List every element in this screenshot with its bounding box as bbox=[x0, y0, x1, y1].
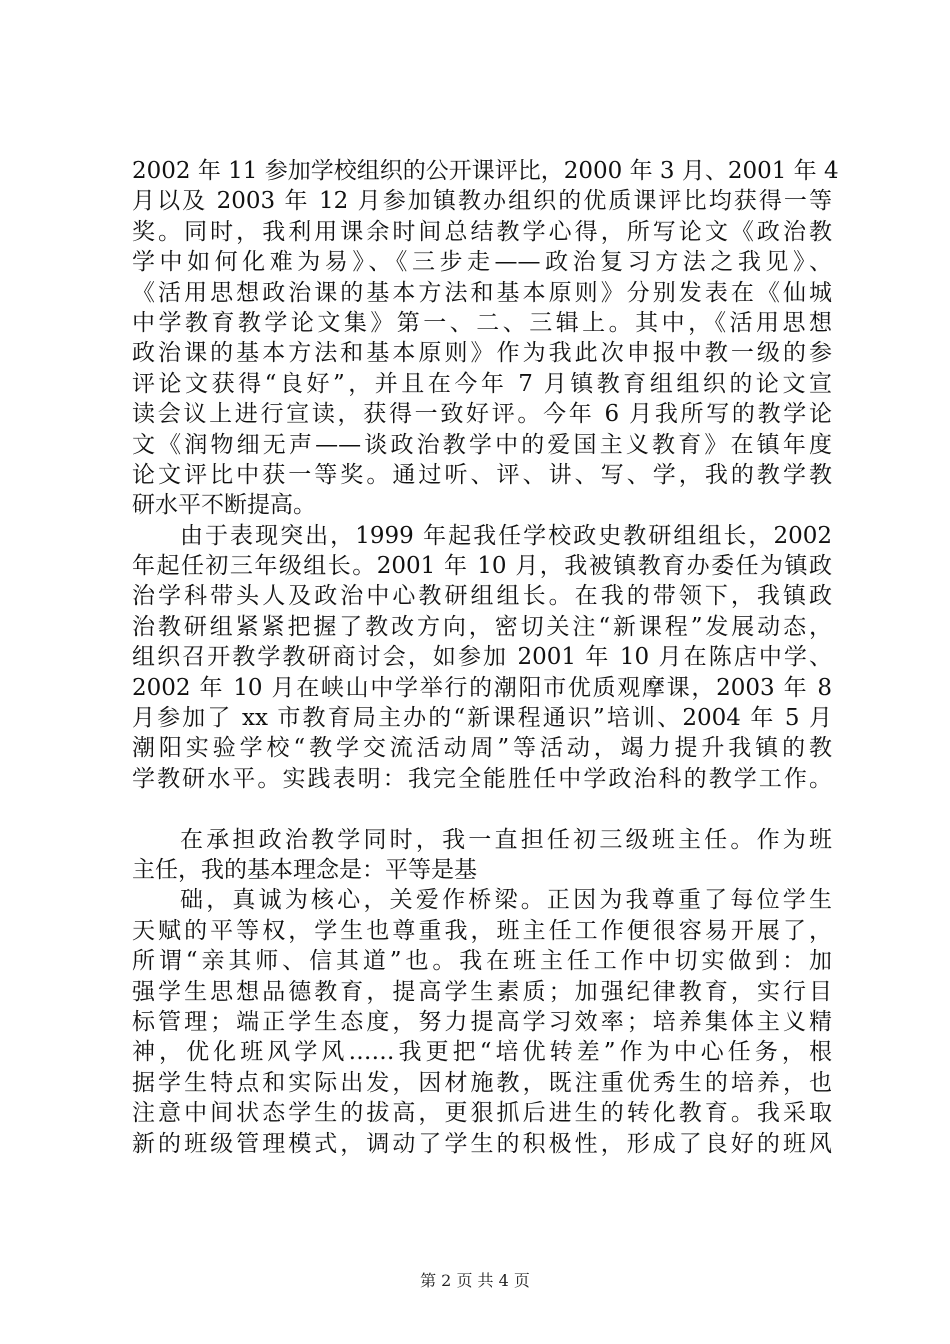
paragraph-2-line-1: 由于表现突出，1999 年起我任学校政史教研组组长，2002 bbox=[180, 522, 832, 549]
paragraph-1-line-7: 政治课的基本方法和基本原则》作为我此次申报中教一级的参 bbox=[132, 340, 832, 367]
paragraph-4-line-1: 础，真诚为核心，关爱作桥梁。正因为我尊重了每位学生 bbox=[180, 887, 832, 914]
page-number-footer: 第 2 页 共 4 页 bbox=[420, 1271, 530, 1290]
paragraph-2-line-7: 月参加了 xx 市教育局主办的“新课程通识”培训、2004 年 5 月 bbox=[132, 705, 832, 732]
paragraph-4-line-2: 天赋的平等权，学生也尊重我，班主任工作便很容易开展了， bbox=[132, 917, 832, 944]
paragraph-2-line-2: 年起任初三年级组长。2001 年 10 月，我被镇教育办委任为镇政 bbox=[132, 553, 832, 580]
paragraph-1-line-2: 月以及 2003 年 12 月参加镇教办组织的优质课评比均获得一等 bbox=[132, 188, 832, 215]
paragraph-1-line-8: 评论文获得“良好”，并且在今年 7 月镇教育组组织的论文宣 bbox=[132, 370, 832, 397]
paragraph-1-line-5: 《活用思想政治课的基本方法和基本原则》分别发表在《仙城 bbox=[132, 279, 832, 306]
paragraph-2-line-9: 学教研水平。实践表明：我完全能胜任中学政治科的教学工作。 bbox=[132, 765, 832, 792]
paragraph-4-line-4: 强学生思想品德教育，提高学生素质；加强纪律教育，实行目 bbox=[132, 978, 832, 1005]
paragraph-4-line-5: 标管理；端正学生态度，努力提高学习效率；培养集体主义精 bbox=[132, 1008, 832, 1035]
paragraph-1-line-10: 文《润物细无声——谈政治教学中的爱国主义教育》在镇年度 bbox=[132, 431, 832, 458]
paragraph-1-line-3: 奖。同时，我利用课余时间总结教学心得，所写论文《政治教 bbox=[132, 218, 832, 245]
paragraph-gap bbox=[132, 794, 832, 824]
paragraph-1-line-1: 2002 年 11 参加学校组织的公开课评比，2000 年 3 月、2001 年 4 bbox=[132, 158, 839, 184]
paragraph-4-line-8: 注意中间状态学生的拔高，更狠抓后进生的转化教育。我采取 bbox=[132, 1100, 832, 1127]
paragraph-4-line-9: 新的班级管理模式，调动了学生的积极性，形成了良好的班风 bbox=[132, 1130, 832, 1157]
paragraph-4-line-7: 据学生特点和实际出发，因材施教，既注重优秀生的培养，也 bbox=[132, 1069, 832, 1096]
body-text bbox=[132, 156, 839, 1159]
paragraph-1-line-12: 研水平不断提高。 bbox=[132, 492, 316, 519]
paragraph-2-line-3: 治学科带头人及政治中心教研组组长。在我的带领下，我镇政 bbox=[132, 583, 832, 610]
paragraph-2-line-4: 治教研组紧紧把握了教改方向，密切关注“新课程”发展动态， bbox=[132, 613, 832, 640]
paragraph-1-line-6: 中学教育教学论文集》第一、二、三辑上。其中，《活用思想 bbox=[132, 309, 832, 336]
paragraph-1-line-4: 学中如何化难为易》、《三步走——政治复习方法之我见》、 bbox=[132, 249, 832, 276]
paragraph-2-line-8: 潮阳实验学校“教学交流活动周”等活动，竭力提升我镇的教 bbox=[132, 735, 832, 762]
paragraph-3-line-1: 在承担政治教学同时，我一直担任初三级班主任。作为班 bbox=[180, 826, 832, 853]
paragraph-4-line-6: 神，优化班风学风……我更把“培优转差”作为中心任务，根 bbox=[132, 1039, 832, 1066]
paragraph-2-line-6: 2002 年 10 月在峡山中学举行的潮阳市优质观摩课，2003 年 8 bbox=[132, 674, 832, 701]
paragraph-1-line-11: 论文评比中获一等奖。通过听、评、讲、写、学，我的教学教 bbox=[132, 461, 832, 488]
paragraph-3-line-2: 主任，我的基本理念是：平等是基 bbox=[132, 856, 477, 883]
paragraph-1-line-9: 读会议上进行宣读，获得一致好评。今年 6 月我所写的教学论 bbox=[132, 401, 832, 428]
paragraph-4-line-3: 所谓“亲其师、信其道”也。我在班主任工作中切实做到：加 bbox=[132, 948, 832, 975]
paragraph-2-line-5: 组织召开教学教研商讨会，如参加 2001 年 10 月在陈店中学、 bbox=[132, 644, 832, 671]
